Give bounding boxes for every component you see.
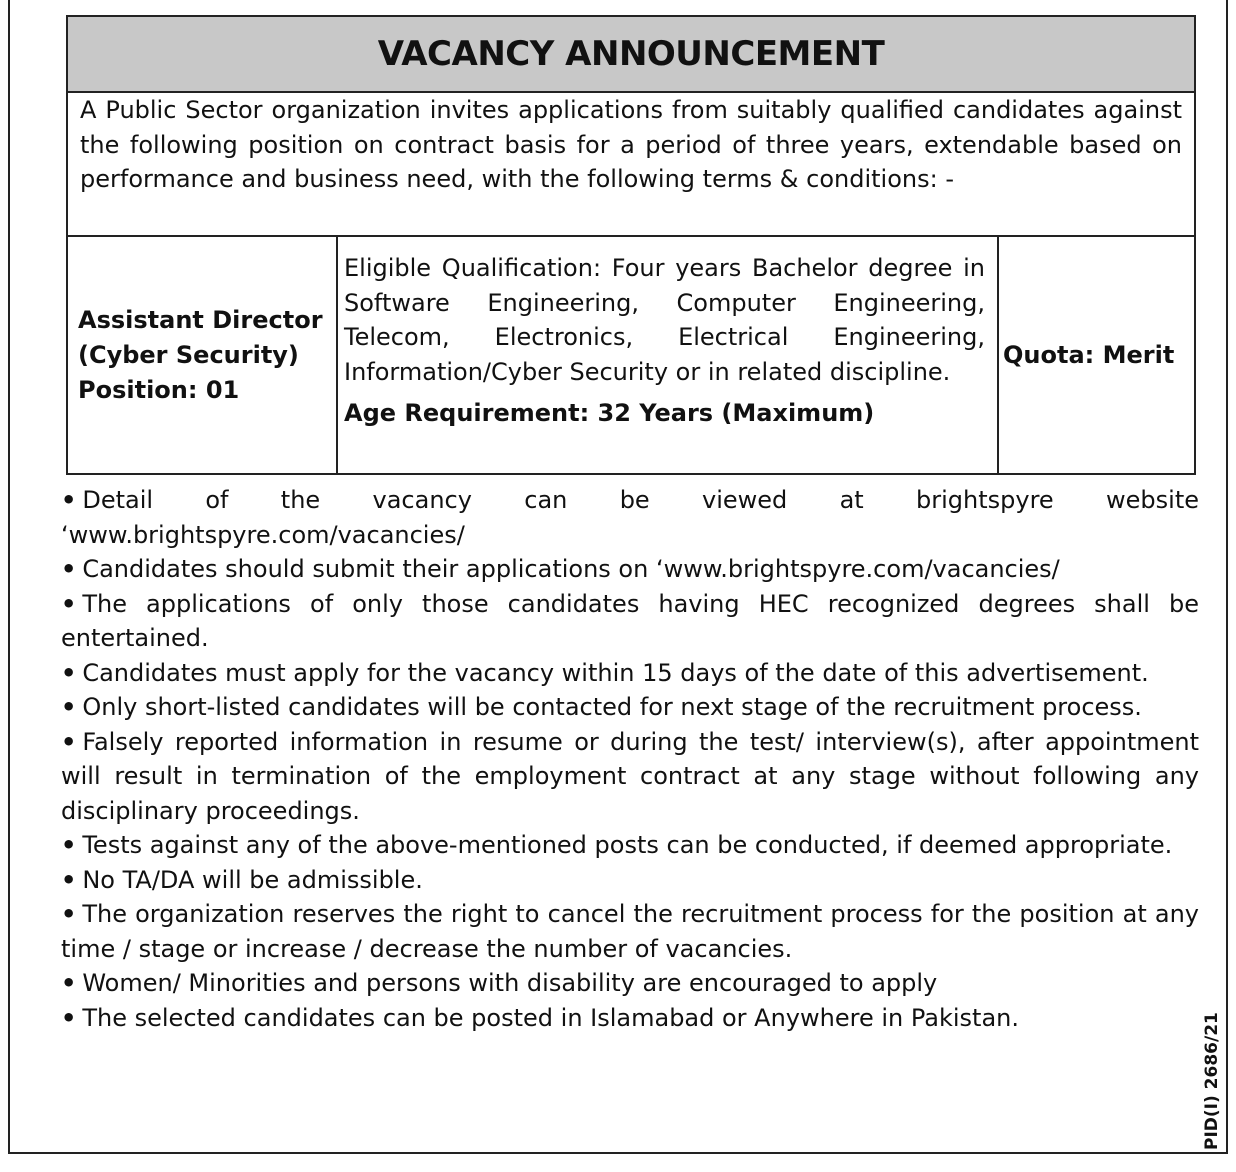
bullet-icon: •: [61, 555, 77, 583]
bullet-icon: •: [61, 727, 77, 756]
list-item-text: Candidates must apply for the vacancy within 15 days of the date of this advertisement.: [82, 658, 1149, 687]
list-item-text: The organization reserves the right to cancel the recruitment process for the position at any time / stage or increase / decrease the number of vacancies.: [61, 900, 1199, 963]
bullet-icon: •: [61, 658, 77, 687]
quota-cell: [999, 237, 1194, 473]
list-item-text: Falsely reported information in resume or during the test/ interview(s), after appointment will result in termination of the employment contract at any stage without following any disciplinary proceedings.: [61, 727, 1199, 825]
bullet-icon: •: [61, 1003, 77, 1032]
ad-title: VACANCY ANNOUNCEMENT: [377, 34, 885, 74]
position-title: Assistant Director: [78, 305, 323, 334]
list-item-text: Women/ Minorities and persons with disability are encouraged to apply: [82, 969, 938, 997]
list-item: [61, 483, 1199, 552]
list-item-text: Detail of the vacancy can be viewed at brightspyre website ‘www.brightspyre.com/vacancies/: [61, 486, 1199, 549]
bullet-icon: •: [61, 589, 77, 618]
bullet-icon: •: [61, 969, 77, 997]
bullet-icon: •: [61, 831, 77, 859]
list-item-text: Only short-listed candidates will be contacted for next stage of the recruitment process.: [82, 693, 1142, 721]
title-bar: [68, 17, 1194, 93]
list-item: [61, 656, 1199, 691]
list-item: [61, 966, 1199, 1001]
position-area: (Cyber Security): [78, 340, 299, 369]
list-item: [61, 1001, 1199, 1036]
list-item: [61, 587, 1199, 656]
list-item: [61, 828, 1199, 863]
position-count: Position: 01: [78, 375, 240, 404]
age-requirement: Age Requirement: 32 Years (Maximum): [344, 399, 875, 427]
bullet-icon: •: [61, 900, 77, 928]
list-item: [61, 552, 1199, 587]
intro-paragraph: A Public Sector organization invites applications from suitably qualified candidates against the following position on contract basis for a period of three years, extendable based on performance and business need, with the following terms & conditions: -: [68, 93, 1194, 237]
list-item-text: The applications of only those candidates having HEC recognized degrees shall be entertained.: [61, 589, 1199, 652]
terms-list: [61, 483, 1199, 1035]
bullet-icon: •: [61, 486, 77, 514]
position-cell: [68, 237, 338, 473]
quota-text: Quota: Merit: [1003, 341, 1175, 369]
bullet-icon: •: [61, 693, 77, 721]
qualification-cell: [338, 237, 999, 473]
qualification-text: Eligible Qualification: Four years Bachelor degree in Software Engineering, Computer Engineering, Telecom, Electronics, Electrical Engineering, Information/Cyber Security or in related discipline.: [344, 254, 985, 386]
list-item: [61, 690, 1199, 725]
list-item-text: Tests against any of the above-mentioned posts can be conducted, if deemed appropriate.: [82, 831, 1173, 859]
list-item: [61, 897, 1199, 966]
list-item-text: Candidates should submit their applications on ‘www.brightspyre.com/vacancies/: [82, 555, 1060, 583]
list-item: [61, 863, 1199, 898]
list-item: [61, 725, 1199, 829]
position-table: [68, 237, 1194, 473]
list-item-text: The selected candidates can be posted in Islamabad or Anywhere in Pakistan.: [82, 1003, 1019, 1032]
list-item-text: No TA/DA will be admissible.: [82, 865, 423, 894]
pid-number: PID(I) 2686/21: [1202, 1012, 1222, 1150]
bullet-icon: •: [61, 865, 77, 894]
vacancy-ad-box: [66, 15, 1196, 475]
